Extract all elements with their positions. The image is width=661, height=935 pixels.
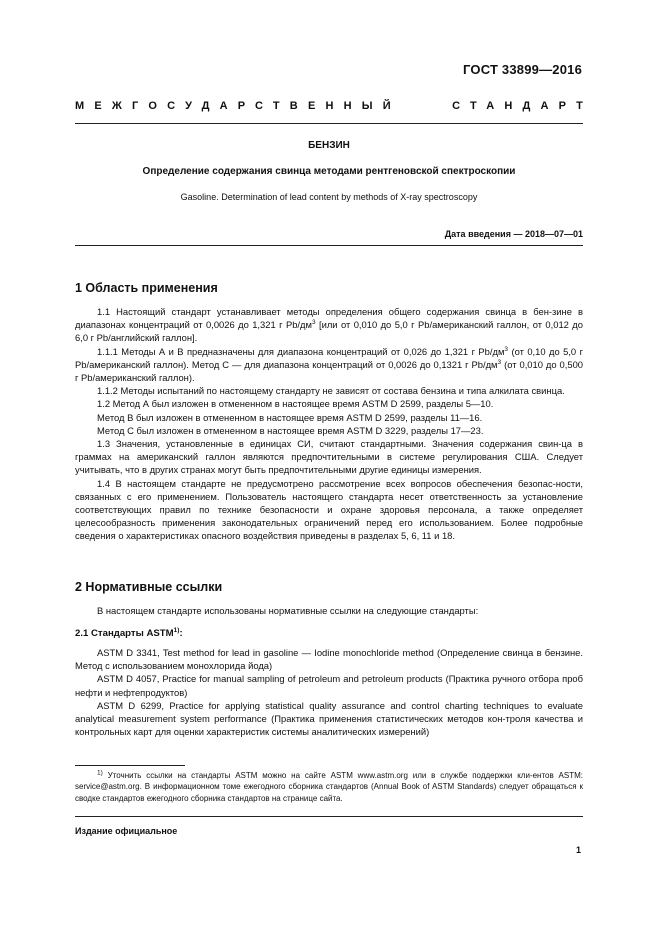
interstate-standard-banner xyxy=(75,100,593,112)
paragraph-1-2-method-b: Метод В был изложен в отмененном в настоящее время ASTM D 2599, разделы 11—16. xyxy=(97,411,483,423)
footer-divider xyxy=(75,816,583,817)
reference-astm-d3341: ASTM D 3341, Test method for lead in gasoline — Iodine monochloride method (Определение свинца в бензине. Метод с использованием монохлорида йода) xyxy=(75,647,583,672)
paragraph-1-2-method-c: Метод С был изложен в отмененном в настоящее время ASTM D 3229, разделы 17—23. xyxy=(97,424,484,436)
footnote-divider xyxy=(75,765,185,766)
title-divider xyxy=(75,245,583,246)
subsection-2-1-heading: 2.1 Стандарты ASTM$^{1)}$: xyxy=(75,626,183,639)
banner-word-interstate: МЕЖГОСУДАРСТВЕННЫЙ xyxy=(75,100,401,112)
document-title-english: Gasoline. Determination of lead content by methods of X-ray spectroscopy xyxy=(180,192,478,202)
introduction-date: Дата введения — 2018—07—01 xyxy=(444,229,583,239)
paragraph-1-1: 1.1 Настоящий стандарт устанавливает методы определения общего содержания свинца в бен-зине в диапазонах концентраций от 0,0026 до 1,321 г $Pb/дм^3$ [или от 0,010 до 5,0 г Pb/американский галлон, от 0,012 до 6,0 г Pb/английский галлон]. xyxy=(75,306,583,344)
standard-code: ГОСТ 33899—2016 xyxy=(463,62,582,77)
header-divider xyxy=(75,123,583,124)
section-2-intro: В настоящем стандарте использованы нормативные ссылки на следующие стандарты: xyxy=(97,605,479,616)
official-edition-label: Издание официальное xyxy=(75,826,178,836)
paragraph-1-1-1: 1.1.1 Методы А и В предназначены для диапазона концентраций от 0,026 до 1,321 г $Pb/дм^3$ (от 0,10 до 5,0 г Pb/американский галлон). Метод С — для диапазона концентраций от 0,0026 до 0,1321 г $Pb/дм^3$ (от 0,010 до 0,500 г Pb/американский галлон). xyxy=(75,345,583,384)
paragraph-1-3: 1.3 Значения, установленные в единицах СИ, считают стандартными. Значения содержания свин-ца в граммах на американский галлон являются предпочтительными в системе регулирования США. Следует учитывать, что в других странах могут быть предпочтительными другие единицы измерения. xyxy=(75,438,583,476)
references-list xyxy=(75,646,583,738)
paragraph-1-4: 1.4 В настоящем стандарте не предусмотрено рассмотрение всех вопросов обеспечения безопас-ности, связанных с его применением. Пользователь настоящего стандарта несет ответственность за установление соответствующих правил по технике безопасности и охране здоровья персонала, а также определяет целесообразность применения законодательных ограничений перед его использованием. Более подробные сведения о характеристиках опасного воздействия приведены в разделах 5, 6, 11 и 18. xyxy=(75,477,583,542)
page-number: 1 xyxy=(575,845,581,855)
section-1-body xyxy=(75,305,583,543)
footnote: $^{1)}$ Уточнить ссылки на стандарты ASTM можно на сайте ASTM www.astm.org или в службе поддержки кли-ентов ASTM: service@astm.org. В информационном томе ежегодного сборника стандартов (Annual Book of ASTM Standards) следует обращаться к сводке стандартов ежегодного сборника стандартов на странице сайта. xyxy=(75,769,583,803)
document-title: БЕНЗИН xyxy=(308,140,350,151)
banner-word-standard: СТАНДАРТ xyxy=(452,100,593,112)
reference-astm-d6299: ASTM D 6299, Practice for applying statistical quality assurance and control charting techniques to evaluate analytical measurement system performance (Практика применения статистических методов кон-троля качества и контрольных карт для оценки характеристик системы аналитических измерений) xyxy=(75,699,583,738)
paragraph-1-1-2: 1.1.2 Методы испытаний по настоящему стандарту не зависят от состава бензина и типа алкилата свинца. xyxy=(97,385,565,397)
section-1-heading: 1 Область применения xyxy=(75,281,218,295)
document-subtitle: Определение содержания свинца методами рентгеновской спектроскопии xyxy=(142,166,516,177)
section-2-heading: 2 Нормативные ссылки xyxy=(75,580,223,594)
paragraph-1-2: 1.2 Метод А был изложен в отмененном в настоящее время ASTM D 2599, разделы 5—10. xyxy=(97,398,494,410)
reference-astm-d4057: ASTM D 4057, Practice for manual sampling of petroleum and petroleum products (Практика ручного отбора проб нефти и нефтепродуктов) xyxy=(75,673,583,698)
